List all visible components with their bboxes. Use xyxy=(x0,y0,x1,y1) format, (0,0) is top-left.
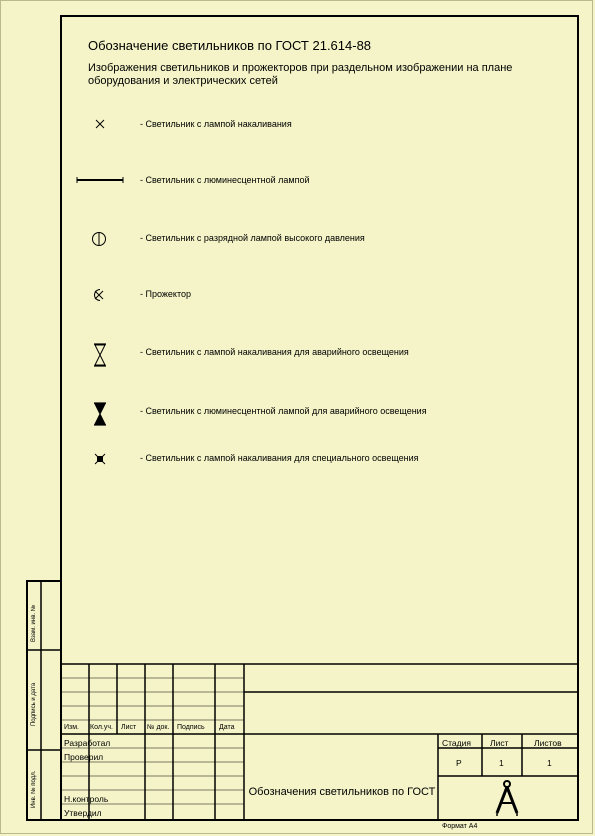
special-lamp-icon xyxy=(93,452,107,466)
stage-value: Р xyxy=(456,758,462,768)
sheet-header: Лист xyxy=(490,738,509,748)
sheets-value: 1 xyxy=(547,758,552,768)
legend-label-special: - Светильник с лампой накаливания для специального освещения xyxy=(140,453,419,463)
format-label: Формат А4 xyxy=(442,823,478,830)
legend-label-emergency-fluorescent: - Светильник с люминесцентной лампой для аварийного освещения xyxy=(140,406,427,416)
role-razrabotal: Разработал xyxy=(64,738,111,748)
role-n-kontrol: Н.контроль xyxy=(64,794,109,804)
role-proveril: Проверил xyxy=(64,752,104,762)
hourglass-filled-icon xyxy=(93,402,107,426)
col-header-izm: Изм. xyxy=(64,724,79,731)
line-icon xyxy=(76,175,124,185)
cross-icon xyxy=(93,118,107,130)
col-header-n-dok: № док. xyxy=(147,724,170,731)
sheet-value: 1 xyxy=(499,758,504,768)
legend-label-emergency-incandescent: - Светильник с лампой накаливания для аварийного освещения xyxy=(140,347,409,357)
role-utverdil: Утвердил xyxy=(64,808,102,818)
col-header-podpis: Подпись xyxy=(177,724,205,731)
compass-logo-icon xyxy=(494,779,520,817)
discharge-lamp-icon xyxy=(91,231,107,247)
col-header-kol-uch: Кол.уч. xyxy=(90,724,113,731)
sheets-header: Листов xyxy=(534,738,562,748)
side-label-inv-podl: Инв. № подл. xyxy=(31,770,37,808)
legend-label-incandescent: - Светильник с лампой накаливания xyxy=(140,119,292,129)
legend-label-projector: - Прожектор xyxy=(140,289,191,299)
page-title: Обозначение светильников по ГОСТ 21.614-88 xyxy=(88,38,372,53)
projector-icon xyxy=(91,287,107,303)
document-name: Обозначения светильников по ГОСТ xyxy=(248,786,436,798)
legend-label-fluorescent: - Светильник с люминесцентной лампой xyxy=(140,175,310,185)
hourglass-outline-icon xyxy=(93,343,107,367)
page-subtitle: Изображения светильников и прожекторов при раздельном изображении на плане оборудования и электрических сетей xyxy=(88,62,513,87)
col-header-list: Лист xyxy=(121,724,137,731)
legend-label-discharge: - Светильник с разрядной лампой высокого давления xyxy=(140,233,365,243)
col-header-data: Дата xyxy=(219,724,235,731)
stage-header: Стадия xyxy=(442,738,471,748)
drawing-frame xyxy=(60,15,579,821)
side-label-podpis-data: Подпись и дата xyxy=(31,682,37,726)
side-label-inv-vzam: Взам. инв. № xyxy=(31,604,37,642)
